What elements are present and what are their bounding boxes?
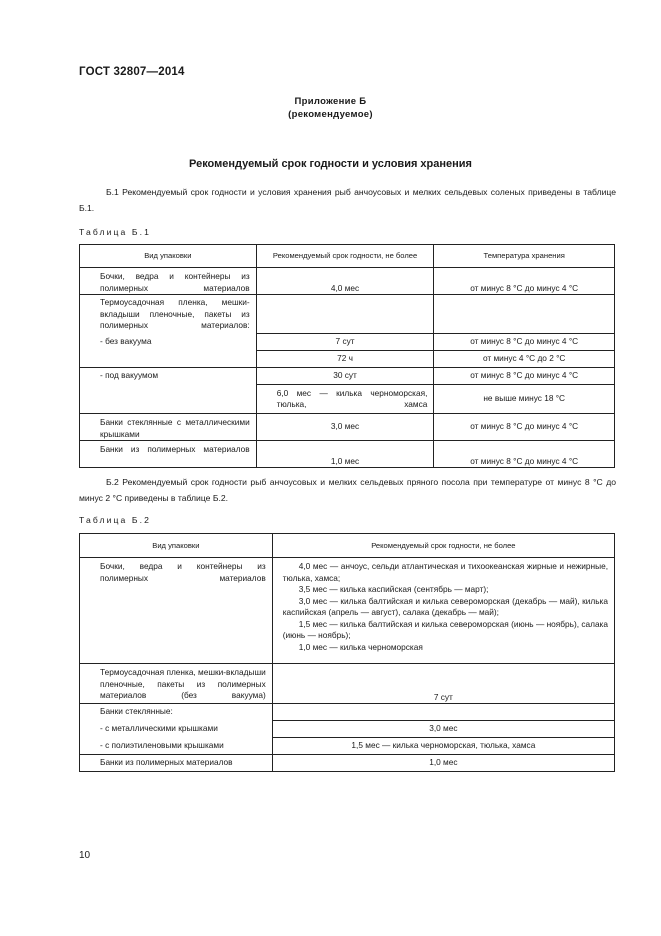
table-b1-cell: 72 ч <box>256 351 434 368</box>
table-b1-cell: Банки из полимерных материалов <box>80 441 257 468</box>
table-b1-cell: от минус 8 °С до минус 4 °С <box>434 268 615 295</box>
table-b2-cell <box>272 558 614 664</box>
table-b1-cell <box>434 295 615 334</box>
table-b1-cell: - под вакуумом <box>80 368 257 414</box>
standard-designation: ГОСТ 32807—2014 <box>79 66 185 78</box>
term-line: 4,0 мес — анчоус, сельди атлантическая и тихоокеанская жирные и нежирные, тюлька, хамса; <box>282 561 608 583</box>
table-b1-cell: от минус 8 °С до минус 4 °С <box>434 414 615 441</box>
table-b2-cell: 1,0 мес <box>272 755 614 772</box>
paragraph-b2: Б.2 Рекомендуемый срок годности рыб анчоусовых и мелких сельдевых пряного посола при температуре от минус 8 °С до минус 2 °С приведены в таблице Б.2. <box>79 477 616 503</box>
table-b2-cell: Банки из полимерных материалов <box>80 755 273 772</box>
table-b1-cell: Бочки, ведра и контейнеры из полимерных материалов <box>80 268 257 295</box>
table-b1-cell: 7 сут <box>256 334 434 351</box>
table-b2-cell: 7 сут <box>272 664 614 704</box>
table-b1-header: Рекомендуемый срок годности, не более <box>256 245 434 268</box>
table-b1-cell <box>256 295 434 334</box>
table-b1-cell: 4,0 мес <box>256 268 434 295</box>
table-b2-caption: Таблица Б.2 <box>79 515 151 525</box>
table-b1-cell: от минус 8 °С до минус 4 °С <box>434 368 615 385</box>
table-b2-header: Рекомендуемый срок годности, не более <box>272 534 614 558</box>
table-b1-cell: 6,0 мес — килька черноморская, тюлька, хамса <box>256 385 434 414</box>
table-b1-header: Температура хранения <box>434 245 615 268</box>
table-b1 <box>79 244 615 468</box>
table-b1-cell: 1,0 мес <box>256 441 434 468</box>
term-line: 1,5 мес — килька балтийская и килька североморская (июнь — ноябрь), салака (июнь — ноябрь); <box>282 618 608 640</box>
table-b2-cell: 3,0 мес <box>272 721 614 738</box>
section-title: Рекомендуемый срок годности и условия хранения <box>189 158 472 170</box>
table-b2-cell: Банки стеклянные: <box>80 704 273 721</box>
table-b1-cell: не выше минус 18 °С <box>434 385 615 414</box>
table-b2-cell: - с полиэтиленовыми крышками <box>80 738 273 755</box>
table-b1-cell: от минус 4 °С до 2 °С <box>434 351 615 368</box>
table-b1-cell: Термоусадочная пленка, мешки-вкладыши пленочные, пакеты из полимерных материалов: <box>80 295 257 334</box>
table-b1-caption: Таблица Б.1 <box>79 227 151 237</box>
appendix-status: (рекомендуемое) <box>288 109 373 120</box>
term-line: 3,0 мес — килька балтийская и килька североморская (декабрь — май), килька каспийская (апрель — август), салака (декабрь — май); <box>282 595 608 617</box>
table-b1-cell: - без вакуума <box>80 334 257 368</box>
paragraph-b1: Б.1 Рекомендуемый срок годности и условия хранения рыб анчоусовых и мелких сельдевых соленых приведены в таблице Б.1. <box>79 187 616 213</box>
table-b1-header: Вид упаковки <box>80 245 257 268</box>
table-b1-cell: Банки стеклянные с металлическими крышками <box>80 414 257 441</box>
page-number: 10 <box>79 850 91 861</box>
term-line: 3,5 мес — килька каспийская (сентябрь — март); <box>298 584 489 594</box>
table-b2 <box>79 533 615 772</box>
table-b2-cell <box>272 704 614 721</box>
appendix-title: Приложение Б <box>294 96 367 107</box>
table-b2-cell: - с металлическими крышками <box>80 721 273 738</box>
table-b1-cell: 3,0 мес <box>256 414 434 441</box>
table-b2-cell: Термоусадочная пленка, мешки-вкладыши пленочные, пакеты из полимерных материалов (без вакуума) <box>80 664 273 704</box>
table-b2-cell: 1,5 мес — килька черноморская, тюлька, хамса <box>272 738 614 755</box>
term-line: 1,0 мес — килька черноморская <box>298 641 423 652</box>
table-b2-header: Вид упаковки <box>80 534 273 558</box>
table-b1-cell: 30 сут <box>256 368 434 385</box>
table-b1-cell: от минус 8 °С до минус 4 °С <box>434 334 615 351</box>
table-b1-cell: от минус 8 °С до минус 4 °С <box>434 441 615 468</box>
table-b2-cell: Бочки, ведра и контейнеры из полимерных материалов <box>80 558 273 664</box>
